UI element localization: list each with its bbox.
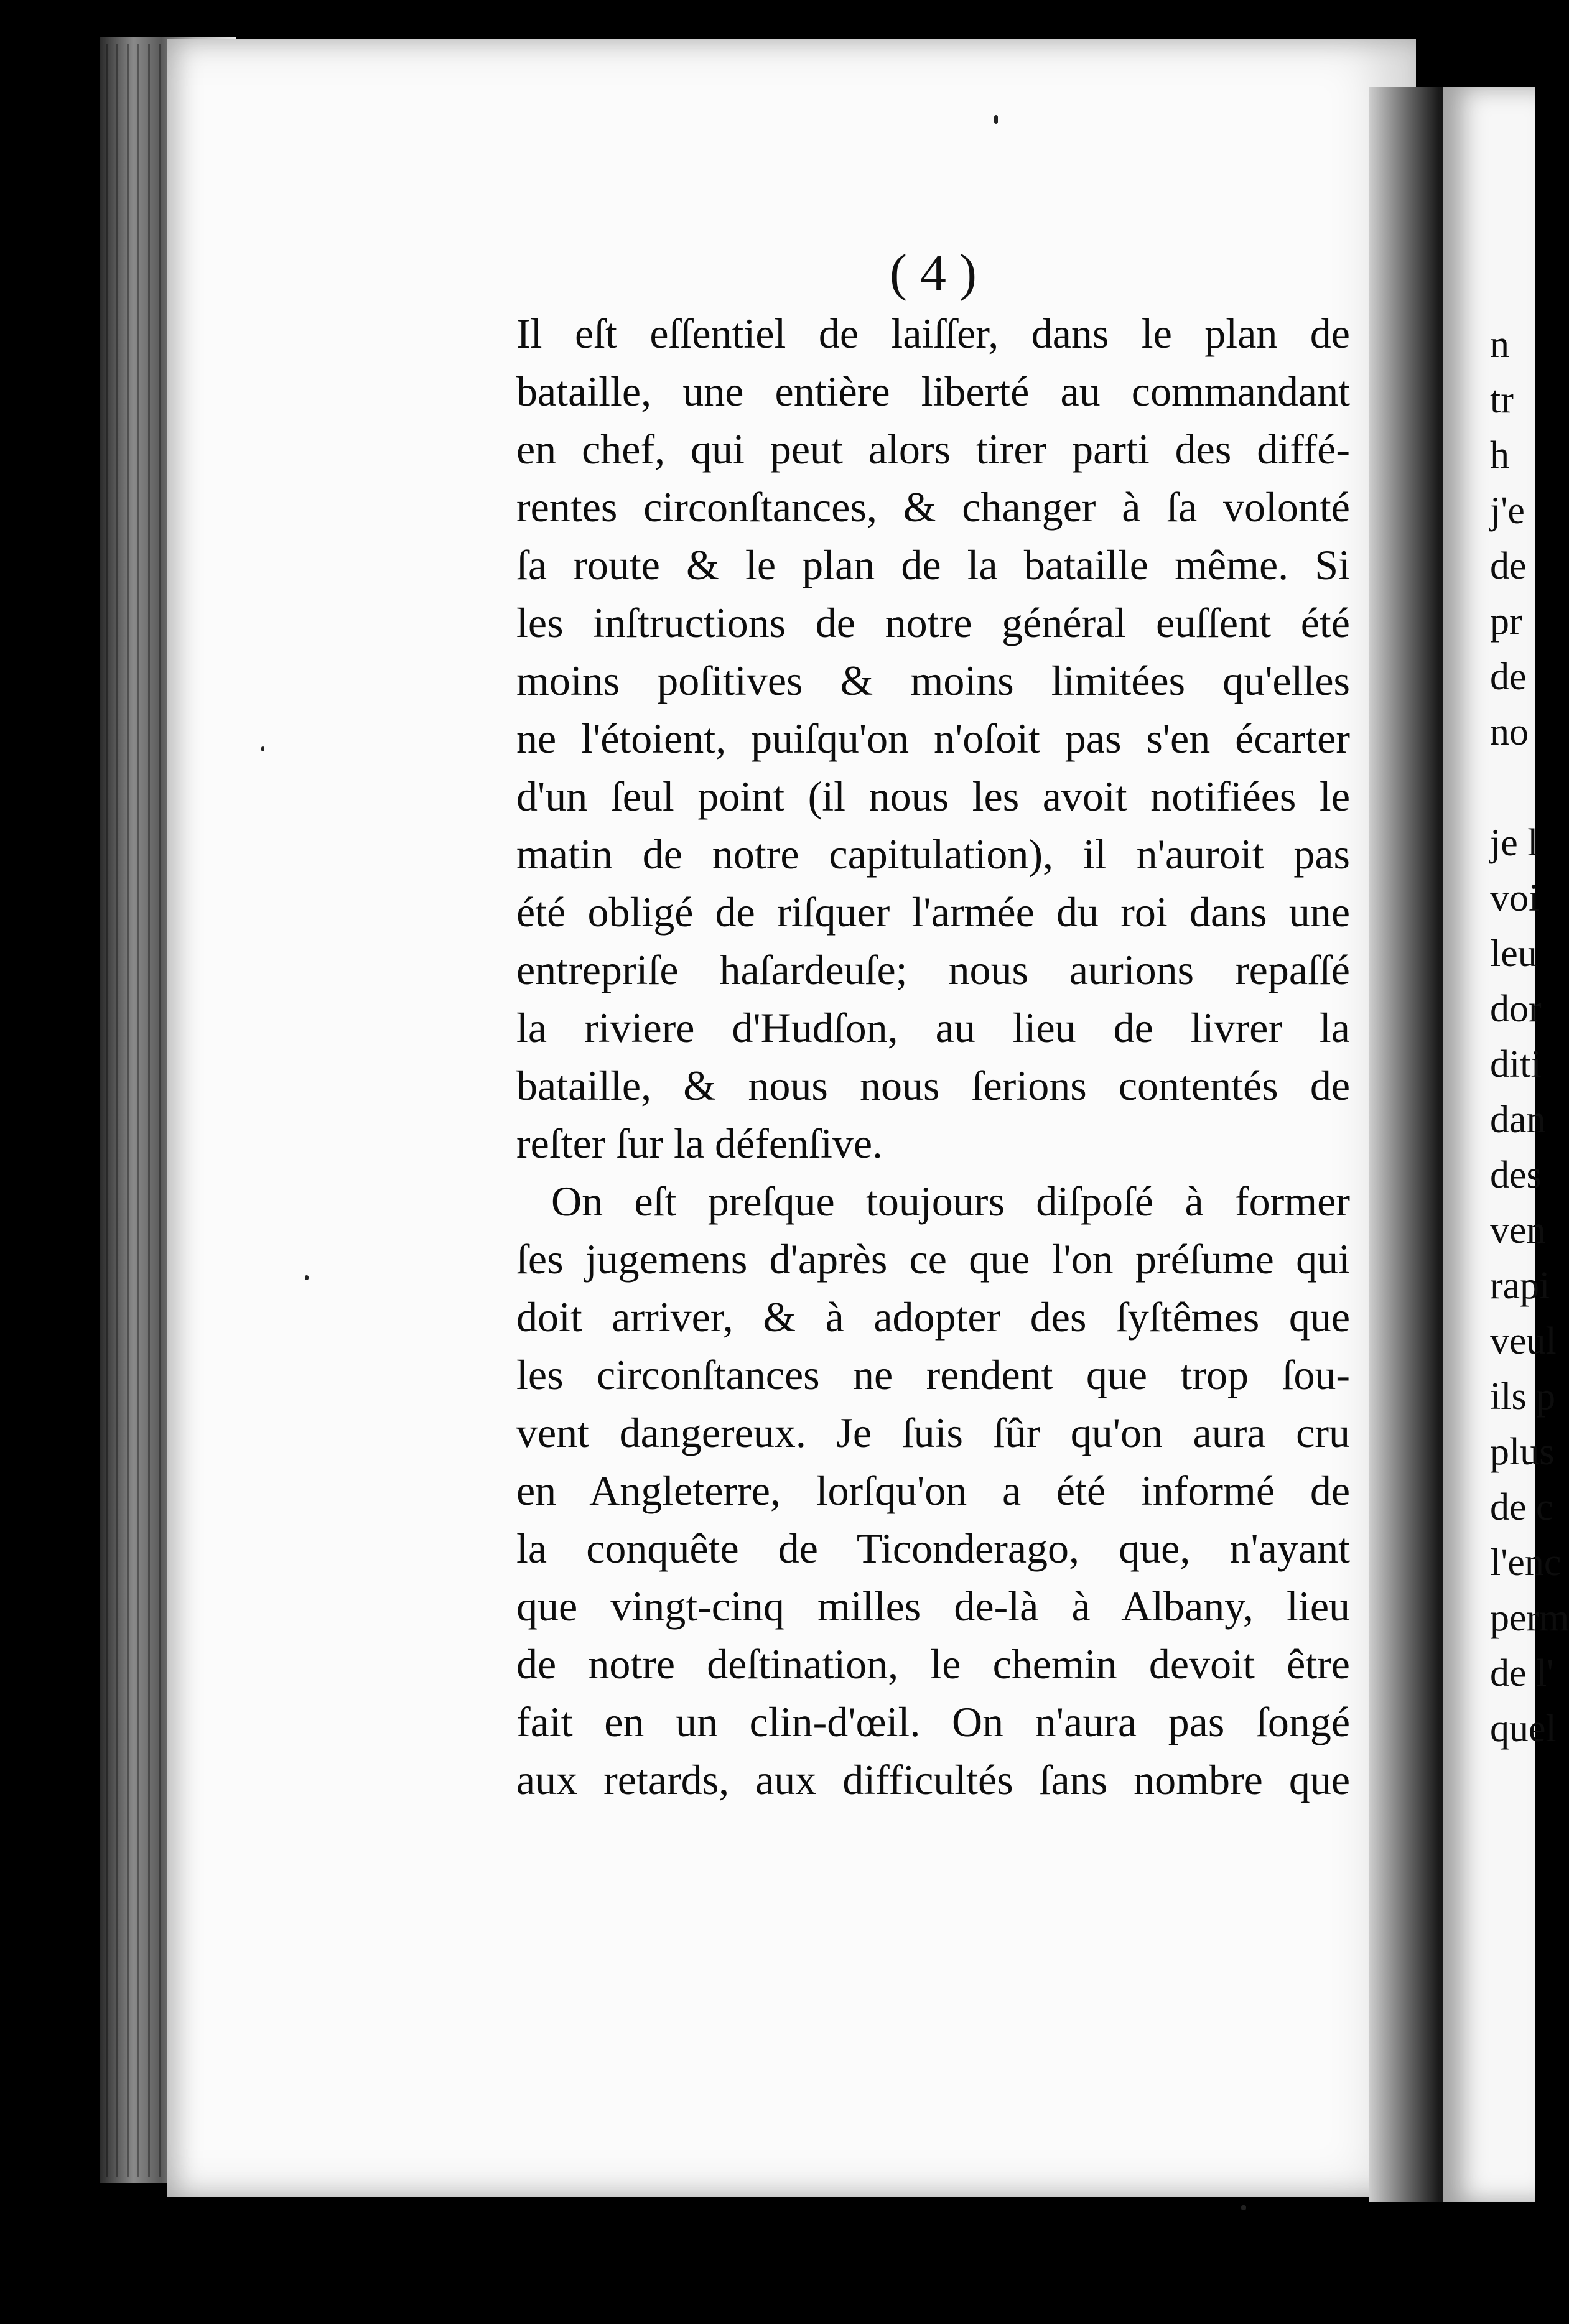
fragment-line: rapi	[1490, 1265, 1550, 1307]
fragment-line: ils p	[1490, 1375, 1556, 1418]
text-line: On eſt preſque toujours diſpoſé à former	[551, 1178, 1350, 1225]
text-line: en Angleterre, lorſqu'on a été informé de	[516, 1467, 1350, 1514]
fragment-line: veul	[1490, 1320, 1557, 1362]
fragment-line: l'enc	[1490, 1541, 1562, 1584]
text-line: rentes circonſtances, & changer à ſa volonté	[516, 483, 1350, 531]
fragment-line: je l	[1490, 822, 1539, 864]
fragment-line: leu	[1490, 932, 1537, 975]
facing-page-text	[1490, 317, 1569, 1757]
fragment-line: de	[1490, 545, 1527, 587]
fragment-line: plus	[1490, 1431, 1555, 1473]
paragraph-2	[516, 1173, 1350, 1809]
fragment-line: tr	[1490, 379, 1514, 421]
fragment-line: diti	[1490, 1043, 1542, 1085]
text-line: bataille, & nous nous ſerions contentés de	[516, 1062, 1350, 1109]
text-line: les inſtructions de notre général euſſent été	[516, 599, 1350, 646]
text-line: d'un ſeul point (il nous les avoit notifiées le	[516, 773, 1350, 820]
text-line: les circonſtances ne rendent que trop ſou-	[516, 1351, 1350, 1398]
text-line: la conquête de Ticonderago, que, n'ayant	[516, 1525, 1350, 1572]
text-line: fait en un clin-d'œil. On n'aura pas ſongé	[516, 1698, 1350, 1745]
fragment-line: de	[1490, 656, 1527, 698]
fragment-line: voi	[1490, 877, 1540, 919]
text-line: vent dangereux. Je ſuis ſûr qu'on aura cru	[516, 1409, 1350, 1456]
paragraph-1	[516, 305, 1350, 1173]
text-line: la riviere d'Hudſon, au lieu de livrer la	[516, 1004, 1350, 1051]
text-line: reſter ſur la défenſive.	[516, 1120, 883, 1167]
fragment-line: dor	[1490, 988, 1542, 1030]
fragment-line: j'e	[1490, 490, 1525, 532]
body-text	[516, 305, 1350, 1809]
ink-speck	[994, 115, 998, 124]
text-line: en chef, qui peut alors tirer parti des diffé-	[516, 425, 1350, 473]
page-number: ( 4 )	[890, 244, 977, 302]
text-line: aux retards, aux difficultés ſans nombre que	[516, 1756, 1350, 1803]
ink-speck	[261, 746, 264, 751]
text-line: Il eſt eſſentiel de laiſſer, dans le plan de	[516, 310, 1350, 357]
fragment-line: perm	[1490, 1597, 1569, 1639]
text-line: que vingt-cinq milles de-là à Albany, lieu	[516, 1583, 1350, 1630]
fragment-line: no	[1490, 711, 1529, 753]
fragment-line: pr	[1490, 600, 1522, 643]
text-line: doit arriver, & à adopter des ſyſtêmes que	[516, 1293, 1350, 1341]
fragment-line: h	[1490, 434, 1509, 476]
fragment-line: n	[1490, 323, 1509, 366]
text-line: bataille, une entière liberté au commandant	[516, 368, 1350, 415]
text-line: ſes jugemens d'après ce que l'on préſume qui	[516, 1235, 1350, 1283]
text-line: moins poſitives & moins limitées qu'elles	[516, 657, 1350, 704]
fragment-line: quel	[1490, 1708, 1557, 1750]
text-line: ſa route & le plan de la bataille même. Si	[516, 541, 1350, 588]
text-line: ne l'étoient, puiſqu'on n'oſoit pas s'en écarter	[516, 715, 1350, 762]
fragment-line: de c	[1490, 1486, 1553, 1528]
fragment-line: dan	[1490, 1099, 1546, 1141]
ink-speck	[1241, 2205, 1246, 2210]
text-line: matin de notre capitulation), il n'auroit pas	[516, 830, 1350, 878]
fragment-line: des	[1490, 1154, 1542, 1196]
fragment-line	[1490, 760, 1565, 816]
text-line: de notre deſtination, le chemin devoit être	[516, 1640, 1350, 1688]
fragment-line: de l'	[1490, 1652, 1554, 1694]
ink-speck	[305, 1275, 309, 1280]
fragment-line: ven	[1490, 1209, 1546, 1252]
text-line: entrepriſe haſardeuſe; nous aurions repaſſé	[516, 946, 1350, 993]
text-line: été obligé de riſquer l'armée du roi dans une	[516, 888, 1350, 936]
